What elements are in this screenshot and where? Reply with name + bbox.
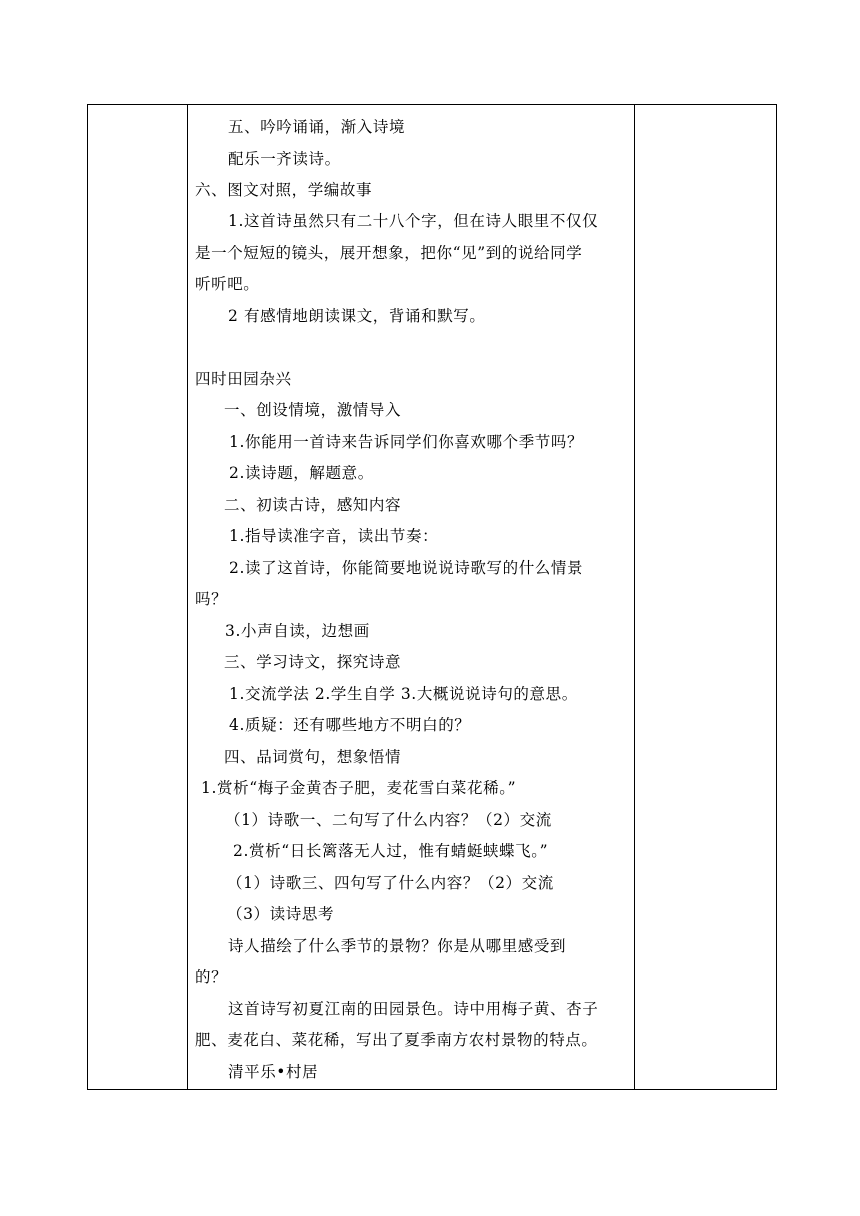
- text-line: 1.交流学法 2.学生自学 3.大概说说诗句的意思。: [229, 685, 578, 703]
- text-line: （3）读诗思考: [227, 905, 335, 923]
- text-line: 配乐一齐读诗。: [228, 150, 341, 168]
- section-heading: 二、初读古诗，感知内容: [224, 496, 402, 514]
- lesson-plan-table: [87, 104, 777, 1090]
- text-line: 1.赏析“梅子金黄杏子肥，麦花雪白菜花稀。”: [201, 779, 517, 797]
- text-line: 4.质疑：还有哪些地方不明白的？: [229, 716, 471, 734]
- section-heading: 四、品词赏句，想象悟情: [224, 748, 402, 766]
- text-line: 1.这首诗虽然只有二十八个字，但在诗人眼里不仅仅: [228, 212, 599, 230]
- lesson-content: [188, 105, 634, 1089]
- section-heading: 一、创设情境，激情导入: [224, 401, 402, 419]
- text-line: 2.赏析“日长篱落无人过，惟有蜻蜓蛱蝶飞。”: [233, 842, 549, 860]
- text-line: 2.读诗题，解题意。: [229, 464, 374, 482]
- main-content-cell: [188, 105, 635, 1090]
- left-column-cell: [88, 105, 188, 1090]
- text-line: 2.读了这首诗，你能简要地说说诗歌写的什么情景: [229, 559, 584, 577]
- text-line: 吗？: [195, 590, 228, 608]
- text-line: 3.小声自读，边想画: [225, 622, 370, 640]
- text-line: 2 有感情地朗读课文，背诵和默写。: [228, 307, 486, 325]
- text-line: 肥、麦花白、菜花稀，写出了夏季南方农村景物的特点。: [195, 1031, 598, 1049]
- text-line: （1）诗歌一、二句写了什么内容？（2）交流: [225, 811, 552, 829]
- text-line: 是一个短短的镜头，展开想象，把你“见”到的说给同学: [195, 244, 583, 262]
- section-heading: 五、吟吟诵诵，渐入诗境: [228, 118, 406, 136]
- section-heading: 六、图文对照，学编故事: [195, 181, 373, 199]
- poem-title: 四时田园杂兴: [195, 370, 292, 388]
- text-line: 诗人描绘了什么季节的景物？你是从哪里感受到: [228, 937, 567, 955]
- text-line: 1.指导读准字音，读出节奏：: [229, 527, 439, 545]
- text-line: 这首诗写初夏江南的田园景色。诗中用梅子黄、杏子: [228, 1000, 599, 1018]
- table-row: [88, 105, 777, 1090]
- text-line: 听听吧。: [195, 275, 260, 293]
- text-line: （1）诗歌三、四句写了什么内容？（2）交流: [227, 874, 554, 892]
- text-line: 的？: [195, 968, 228, 986]
- right-column-cell: [635, 105, 777, 1090]
- section-heading: 三、学习诗文，探究诗意: [224, 653, 402, 671]
- poem-title: 清平乐•村居: [228, 1063, 319, 1081]
- text-line: 1.你能用一首诗来告诉同学们你喜欢哪个季节吗？: [229, 433, 584, 451]
